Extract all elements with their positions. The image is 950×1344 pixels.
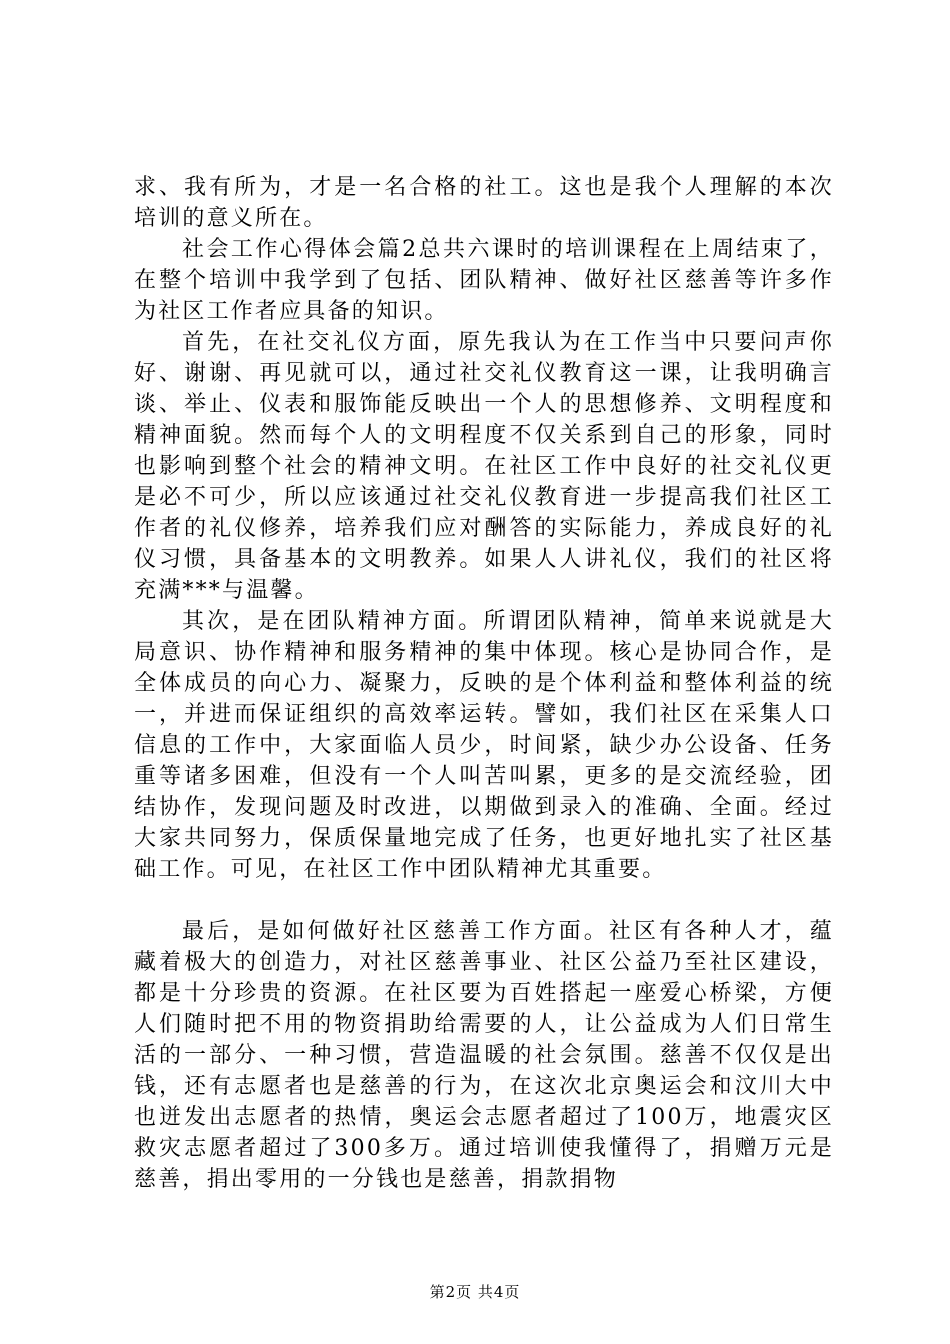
page-number-footer: 第2页 共4页 — [429, 1283, 521, 1301]
paragraph-intro: 社会工作心得体会篇2总共六课时的培训课程在上周结束了，在整个培训中我学到了包括、团队精神、做好社区慈善等许多作为社区工作者应具备的知识。 — [134, 237, 834, 324]
paragraph-continuation: 求、我有所为，才是一名合格的社工。这也是我个人理解的本次培训的意义所在。 — [134, 175, 834, 231]
document-body — [134, 172, 834, 1195]
paragraph-spacer — [134, 885, 834, 916]
paragraph-team-spirit: 其次，是在团队精神方面。所谓团队精神，简单来说就是大局意识、协作精神和服务精神的集中体现。核心是协同合作，是全体成员的向心力、凝聚力，反映的是个体利益和整体利益的统一，并进而保证组织的高效率运转。譬如，我们社区在采集人口信息的工作中，大家面临人员少，时间紧，缺少办公设备、任务重等诸多困难，但没有一个人叫苦叫累，更多的是交流经验，团结协作，发现问题及时改进，以期做到录入的准确、全面。经过大家共同努力，保质保量地完成了任务，也更好地扎实了社区基础工作。可见，在社区工作中团队精神尤其重要。 — [134, 609, 834, 882]
paragraph-etiquette: 首先，在社交礼仪方面，原先我认为在工作当中只要问声你好、谢谢、再见就可以，通过社交礼仪教育这一课，让我明确言谈、举止、仪表和服饰能反映出一个人的思想修养、文明程度和精神面貌。然而每个人的文明程度不仅关系到自己的形象，同时也影响到整个社会的精神文明。在社区工作中良好的社交礼仪更是必不可少，所以应该通过社交礼仪教育进一步提高我们社区工作者的礼仪修养，培养我们应对酬答的实际能力，养成良好的礼仪习惯，具备基本的文明教养。如果人人讲礼仪，我们的社区将充满***与温馨。 — [134, 330, 834, 603]
paragraph-charity: 最后，是如何做好社区慈善工作方面。社区有各种人才，蕴藏着极大的创造力，对社区慈善事业、社区公益乃至社区建设，都是十分珍贵的资源。在社区要为百姓搭起一座爱心桥梁，方便人们随时把不用的物资捐助给需要的人，让公益成为人们日常生活的一部分、一种习惯，营造温暖的社会氛围。慈善不仅仅是出钱，还有志愿者也是慈善的行为，在这次北京奥运会和汶川大中也迸发出志愿者的热情，奥运会志愿者超过了100万，地震灾区救灾志愿者超过了300多万。通过培训使我懂得了，捐赠万元是慈善，捐出零用的一分钱也是慈善，捐款捐物 — [134, 919, 834, 1192]
